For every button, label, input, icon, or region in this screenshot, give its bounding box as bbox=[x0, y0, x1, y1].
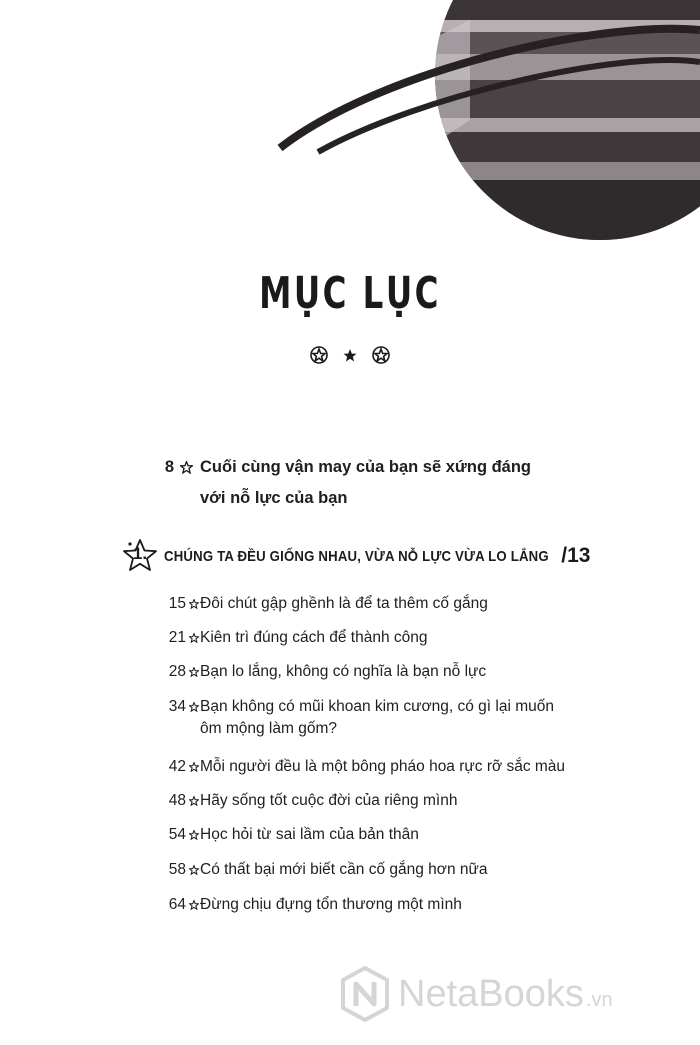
toc-entry[interactable] bbox=[168, 758, 566, 776]
page-number: 21 bbox=[168, 629, 186, 646]
entry-title: Có thất bại mới biết cần cố gắng hơn nữa bbox=[200, 861, 488, 878]
entry-title-line1: Bạn không có mũi khoan kim cương, có gì lại muốn bbox=[200, 698, 554, 715]
page-number: 34 bbox=[168, 698, 186, 715]
entry-title: Đừng chịu đựng tổn thương một mình bbox=[200, 896, 462, 913]
star-icon bbox=[180, 461, 193, 474]
page-number: 42 bbox=[168, 758, 186, 775]
star-icon bbox=[189, 599, 199, 609]
page-title: MỤC LỤC bbox=[259, 268, 441, 319]
page-number: 58 bbox=[168, 861, 186, 878]
star-icon bbox=[189, 865, 199, 875]
entry-title-line1: Cuối cùng vận may của bạn sẽ xứng đáng bbox=[200, 458, 532, 476]
watermark-suffix: .vn bbox=[585, 988, 613, 1011]
star-icon bbox=[189, 762, 199, 772]
star-solid-icon bbox=[344, 349, 357, 362]
star-icon bbox=[189, 633, 199, 643]
star-divider bbox=[305, 344, 395, 366]
toc-entry[interactable] bbox=[168, 896, 462, 914]
star-icon bbox=[189, 900, 199, 910]
entry-title-line2: với nỗ lực của bạn bbox=[200, 489, 348, 507]
toc-entry[interactable] bbox=[168, 698, 554, 738]
page-number: 28 bbox=[168, 663, 186, 680]
toc-entry[interactable] bbox=[168, 663, 487, 681]
toc-entry[interactable] bbox=[168, 629, 428, 647]
chapter-heading[interactable] bbox=[122, 538, 590, 574]
entry-title: Kiên trì đúng cách để thành công bbox=[200, 629, 428, 646]
page-number: 64 bbox=[168, 896, 186, 913]
watermark-brand: NetaBooks bbox=[398, 972, 584, 1015]
chapter-title: CHÚNG TA ĐỀU GIỐNG NHAU, VỪA NỖ LỰC VỪA LO LẮNG bbox=[164, 547, 549, 565]
chapter-page: /13 bbox=[561, 544, 591, 567]
entry-title: Hãy sống tốt cuộc đời của riêng mình bbox=[200, 792, 458, 809]
chapter-number: 1. bbox=[132, 544, 148, 563]
star-icon bbox=[189, 796, 199, 806]
toc-entry[interactable] bbox=[168, 826, 419, 844]
star-icon bbox=[189, 830, 199, 840]
entry-title: Bạn lo lắng, không có nghĩa là bạn nỗ lực bbox=[200, 663, 487, 680]
planet-illustration bbox=[0, 0, 700, 240]
page-number: 8 bbox=[164, 458, 174, 476]
toc-entry[interactable] bbox=[168, 861, 488, 879]
star-icon bbox=[189, 667, 199, 677]
entry-title-line2: ôm mộng làm gốm? bbox=[200, 720, 337, 737]
page-number: 48 bbox=[168, 792, 186, 809]
star-icon bbox=[189, 702, 199, 712]
toc-entry[interactable] bbox=[168, 792, 458, 810]
toc-intro-entry[interactable] bbox=[164, 458, 532, 508]
page-number: 54 bbox=[168, 826, 186, 843]
entry-title: Đôi chút gập ghềnh là để ta thêm cố gắng bbox=[200, 595, 488, 612]
entry-title: Học hỏi từ sai lầm của bản thân bbox=[200, 826, 419, 843]
netabooks-watermark bbox=[340, 966, 613, 1022]
star-outline-icon bbox=[373, 347, 389, 363]
toc-entry[interactable] bbox=[168, 595, 488, 613]
star-outline-icon bbox=[311, 347, 327, 363]
netabooks-logo-icon bbox=[340, 966, 390, 1022]
entry-title: Mỗi người đều là một bông pháo hoa rực rỡ sắc màu bbox=[200, 758, 566, 775]
chapter-badge bbox=[122, 538, 158, 574]
page-number: 15 bbox=[168, 595, 186, 612]
